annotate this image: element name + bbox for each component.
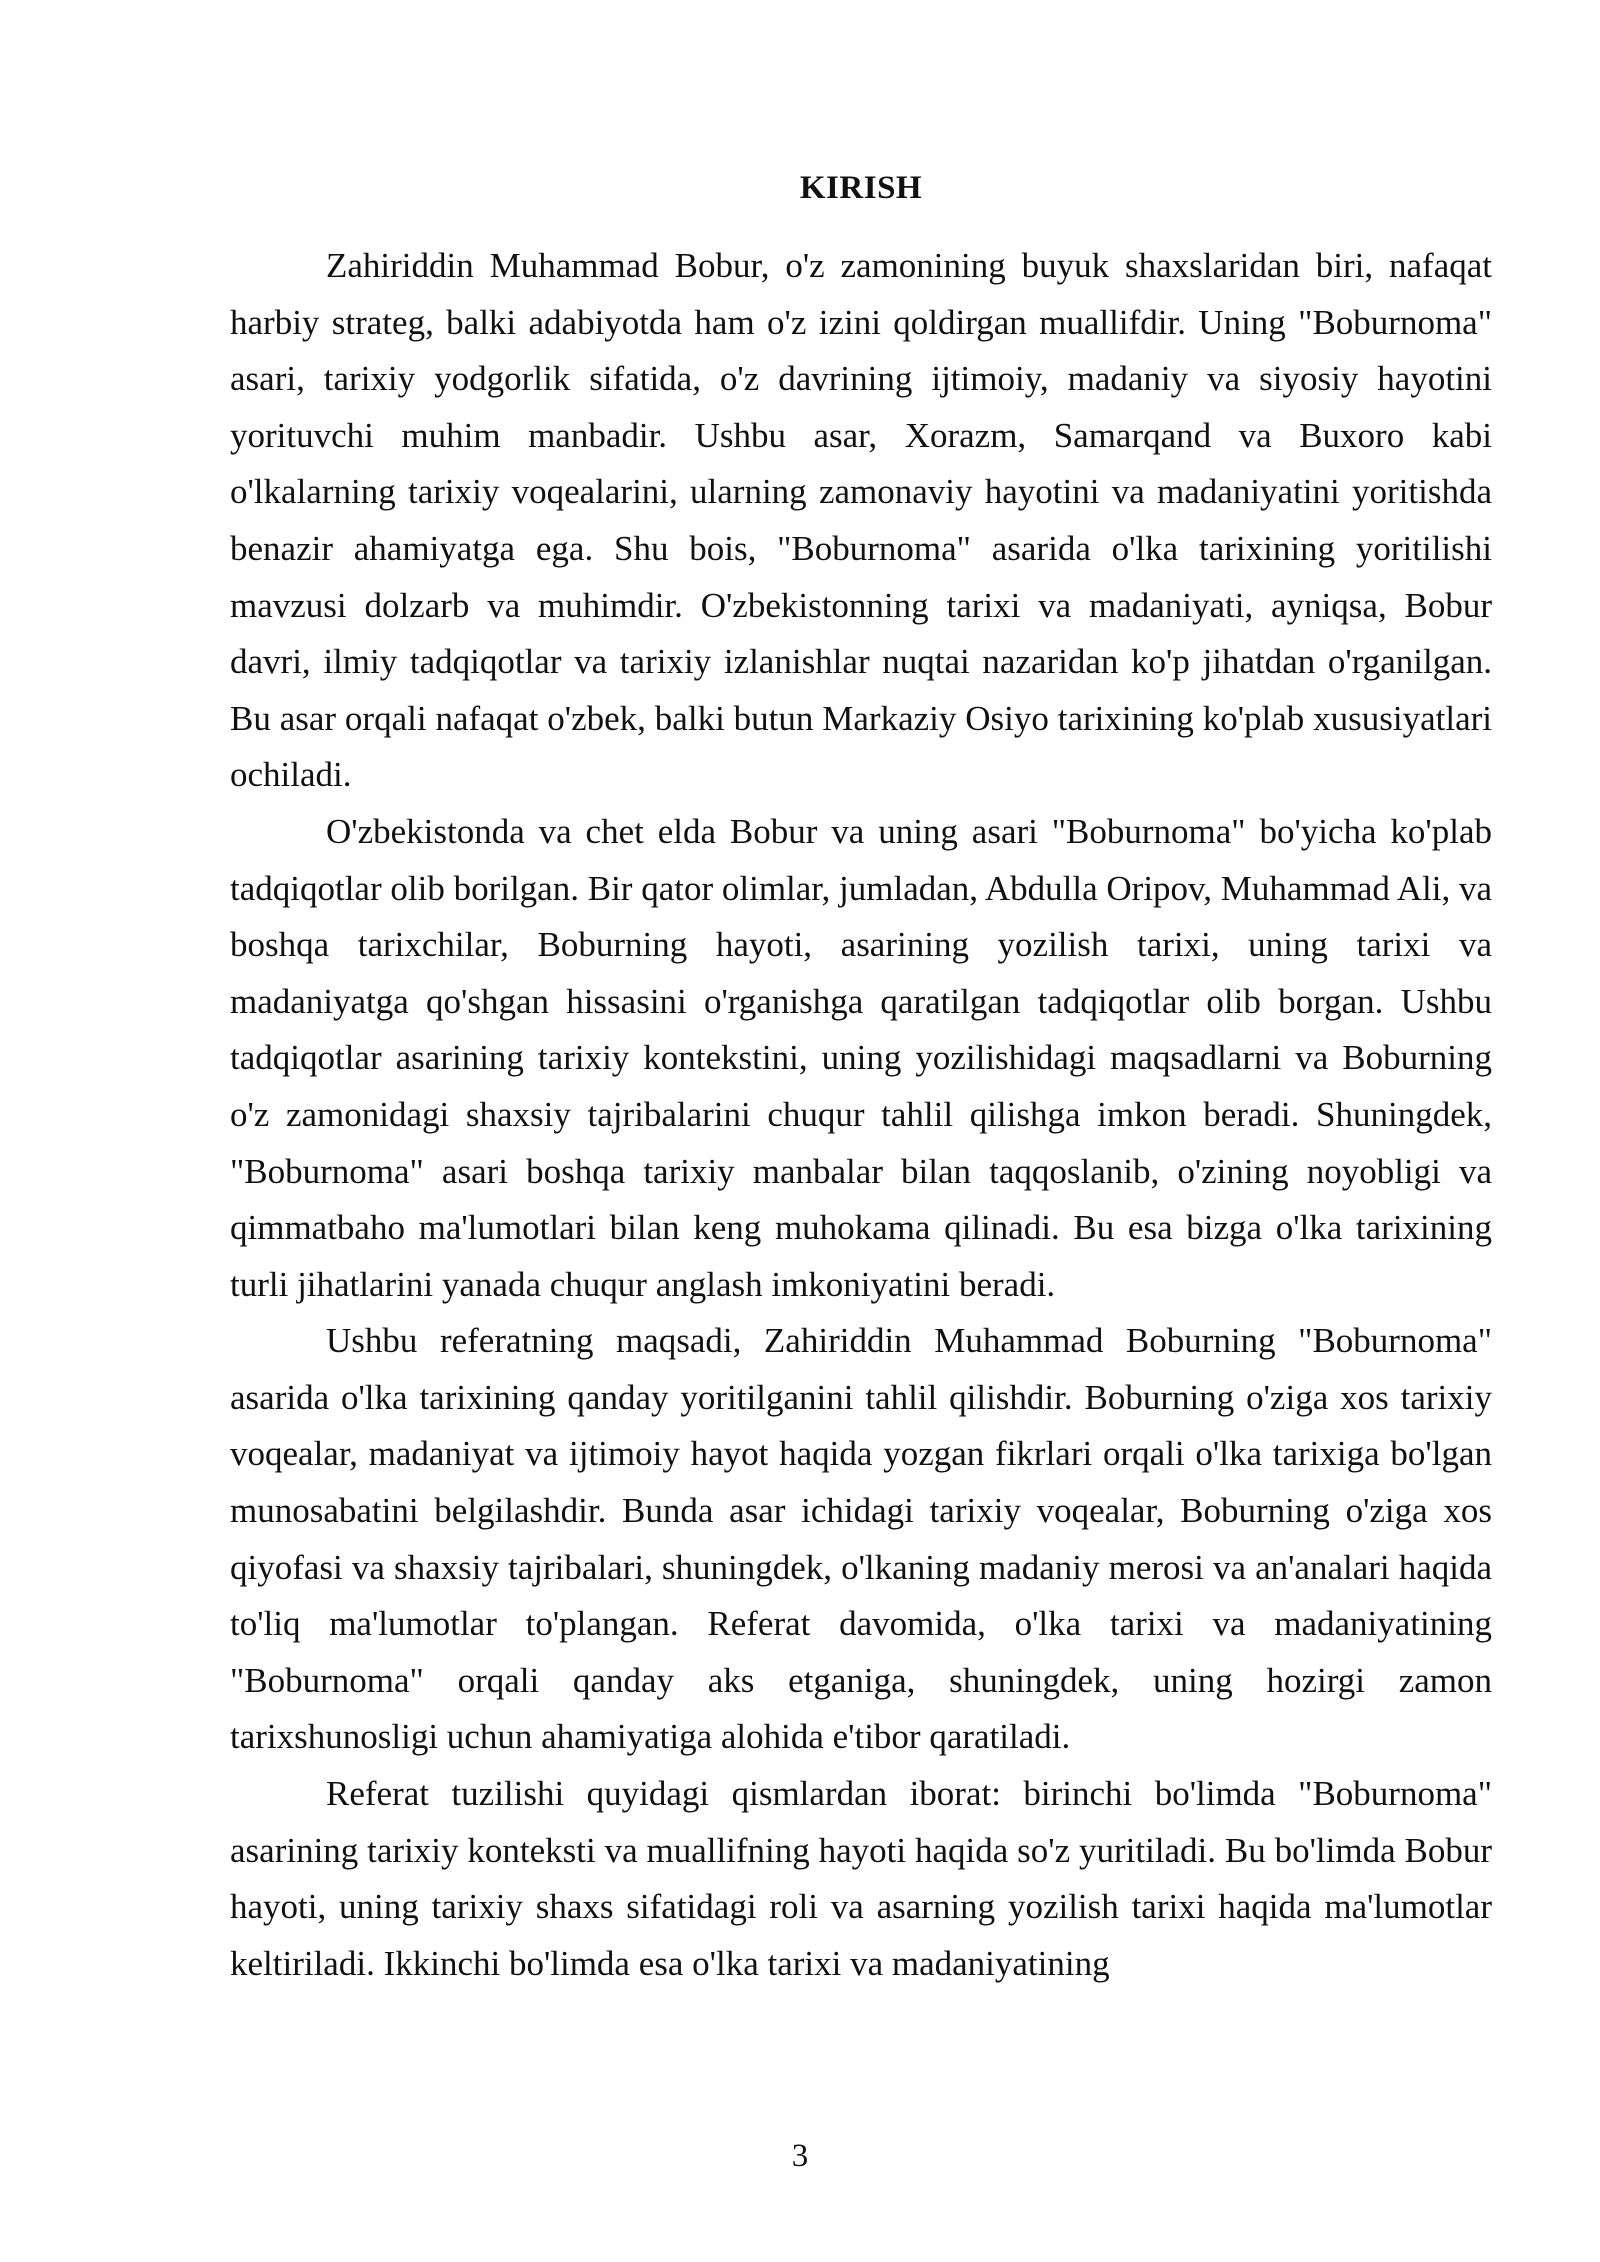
paragraph-4: Referat tuzilishi quyidagi qismlardan iborat: birinchi bo'limda "Boburnoma" asarining tarixiy konteksti va muallifning hayoti haqida so'z yuritiladi. Bu bo'limda Bobur hayoti, uning tarixiy shaxs sifatidagi roli va asarning yozilish tarixi haqida ma'lumotlar keltiriladi. Ikkinchi bo'limda esa o'lka tarixi va madaniyatining [230, 1774, 1492, 1983]
page-title: KIRISH [799, 170, 923, 206]
paragraph-2: O'zbekistonda va chet elda Bobur va uning asari "Boburnoma" bo'yicha ko'plab tadqiqotlar olib borilgan. Bir qator olimlar, jumladan, Abdulla Oripov, Muhammad Ali, va boshqa tarixchilar, Boburning hayoti, asarining yozilish tarixi, uning tarixi va madaniyatga qo'shgan hissasini o'rganishga qaratilgan tadqiqotlar olib borgan. Ushbu tadqiqotlar asarining tarixiy kontekstini, uning yozilishidagi maqsadlarni va Boburning o'z zamonidagi shaxsiy tajribalarini chuqur tahlil qilishga imkon beradi. Shuningdek, "Boburnoma" asari boshqa tarixiy manbalar bilan taqqoslanib, o'zining noyobligi va qimmatbaho ma'lumotlari bilan keng muhokama qilinadi. Bu esa bizga o'lka tarixining turli jihatlarini yanada chuqur anglash imkoniyatini beradi. [230, 811, 1492, 1304]
page-number: 3 [791, 2138, 809, 2174]
paragraph-3: Ushbu referatning maqsadi, Zahiriddin Muhammad Boburning "Boburnoma" asarida o'lka tarixining qanday yoritilganini tahlil qilishdir. Boburning o'ziga xos tarixiy voqealar, madaniyat va ijtimoiy hayot haqida yozgan fikrlari orqali o'lka tarixiga bo'lgan munosabatini belgilashdir. Bunda asar ichidagi tarixiy voqealar, Boburning o'ziga xos qiyofasi va shaxsiy tajribalari, shuningdek, o'lkaning madaniy merosi va an'analari haqida to'liq ma'lumotlar to'plangan. Referat davomida, o'lka tarixi va madaniyatining "Boburnoma" orqali qanday aks etganiga, shuningdek, uning hozirgi zamon tarixshunosligi uchun ahamiyatiga alohida e'tibor qaratiladi. [230, 1321, 1492, 1757]
page-content [230, 160, 1492, 1992]
paragraph-1: Zahiriddin Muhammad Bobur, o'z zamonining buyuk shaxslaridan biri, nafaqat harbiy strateg, balki adabiyotda ham o'z izini qoldirgan muallifdir. Uning "Boburnoma" asari, tarixiy yodgorlik sifatida, o'z davrining ijtimoiy, madaniy va siyosiy hayotini yorituvchi muhim manbadir. Ushbu asar, Xorazm, Samarqand va Buxoro kabi o'lkalarning tarixiy voqealarini, ularning zamonaviy hayotini va madaniyatini yoritishda benazir ahamiyatga ega. Shu bois, "Boburnoma" asarida o'lka tarixining yoritilishi mavzusi dolzarb va muhimdir. O'zbekistonning tarixi va madaniyati, ayniqsa, Bobur davri, ilmiy tadqiqotlar va tarixiy izlanishlar nuqtai nazaridan ko'p jihatdan o'rganilgan. Bu asar orqali nafaqat o'zbek, balki butun Markaziy Osiyo tarixining ko'plab xususiyatlari ochiladi. [230, 246, 1492, 795]
